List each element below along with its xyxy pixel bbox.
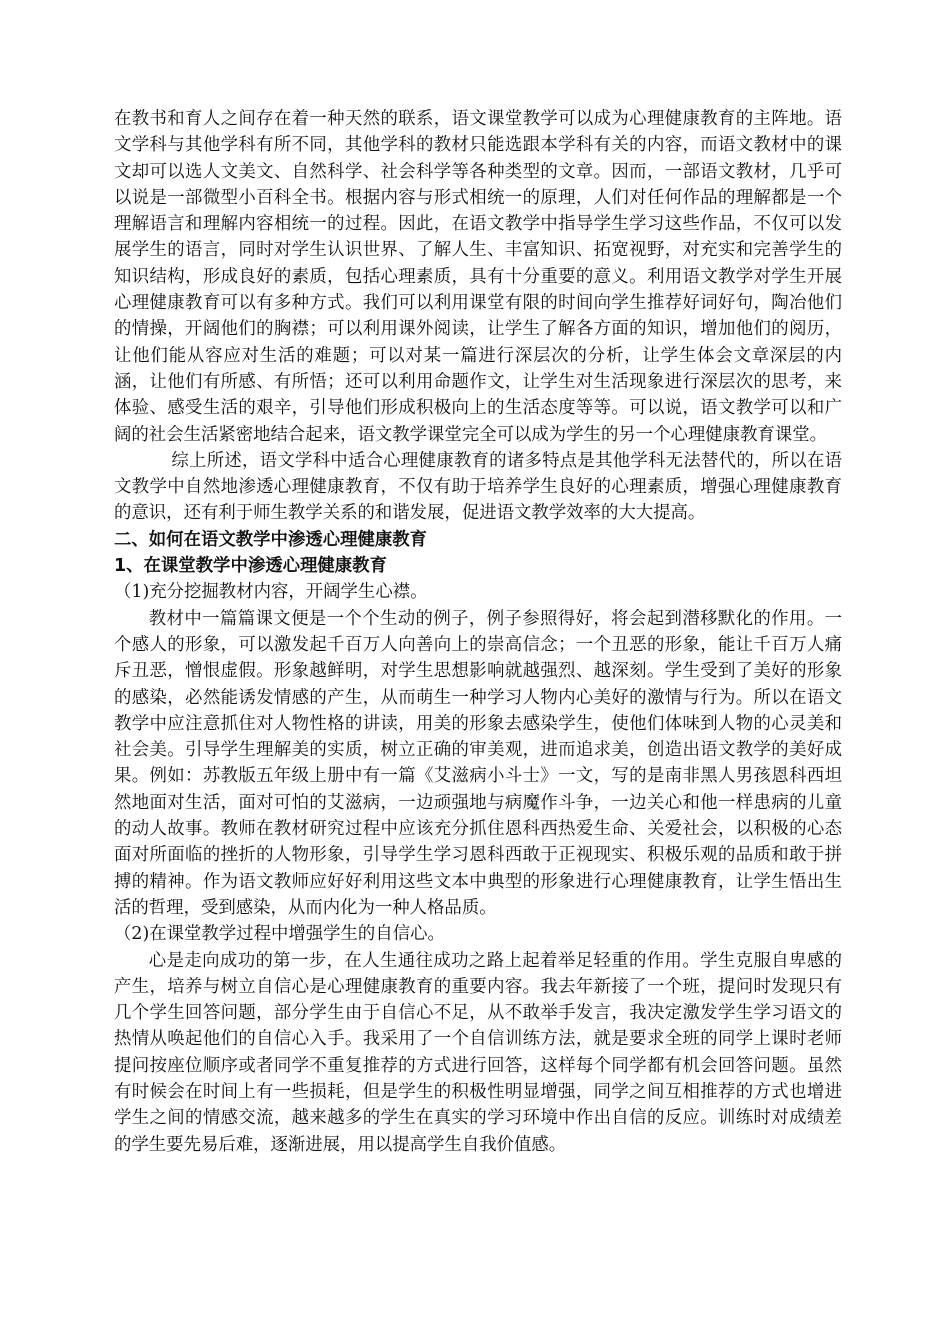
- point-heading-2: （2)在课堂教学过程中增强学生的自信心。: [114, 924, 445, 945]
- section-heading: 二、如何在语文教学中渗透心理健康教育: [114, 529, 428, 550]
- subsection-heading: 1、在课堂教学中渗透心理健康教育: [114, 556, 387, 577]
- point-heading-1: （1)充分挖掘教材内容，开阔学生心襟。: [114, 582, 428, 603]
- body-paragraph: 心是走向成功的第一步，在人生通往成功之路上起着举足轻重的作用。学生克服自卑感的产生，培养与树立自信心是心理健康教育的重要内容。我去年新接了一个班，提问时发现只有几个学生回答问题，部分学生由于自信心不足，从不敢举手发言，我决定激发学生学习语文的热情从唤起他们的自信心入手。我采用了一个自信训练方法，就是要求全班的同学上课时老师提问按座位顺序或者同学不重复推荐的方式进行回答，这样每个同学都有机会回答问题。虽然有时候会在时间上有一些损耗，但是学生的积极性明显增强，同学之间互相推荐的方式也增进学生之间的情感交流，越来越多的学生在真实的学习环境中作出自信的反应。训练时对成绩差的学生要先易后难，逐渐进展，用以提高学生自我价值感。: [114, 950, 842, 1155]
- body-paragraph: 教材中一篇篇课文便是一个个生动的例子，例子参照得好，将会起到潜移默化的作用。一个感人的形象，可以激发起千百万人向善向上的崇高信念；一个丑恶的形象，能让千百万人痛斥丑恶，憎恨虚假。形象越鲜明，对学生思想影响就越强烈、越深刻。学生受到了美好的形象的感染，必然能诱发情感的产生，从而萌生一种学习人物内心美好的激情与行为。所以在语文教学中应注意抓住对人物性格的讲读，用美的形象去感染学生，使他们体味到人物的心灵美和社会美。引导学生理解美的实质，树立正确的审美观，进而追求美，创造出语文教学的美好成果。例如：苏教版五年级上册中有一篇《艾滋病小斗士》一文，写的是南非黑人男孩恩科西坦然地面对生活，面对可怕的艾滋病，一边顽强地与病魔作斗争，一边关心和他一样患病的儿童的动人故事。教师在教材研究过程中应该充分抓住恩科西热爱生命、关爱社会，以积极的心态面对所面临的挫折的人物形象，引导学生学习恩科西敢于正视现实、积极乐观的品质和敢于拼搏的精神。作为语文教师应好好利用这些文本中典型的形象进行心理健康教育，让学生悟出生活的哲理，受到感染，从而内化为一种人格品质。: [114, 608, 842, 918]
- summary-paragraph: 综上所述，语文学科中适合心理健康教育的诸多特点是其他学科无法替代的，所以在语文教学中自然地渗透心理健康教育，不仅有助于培养学生良好的心理素质，增强心理健康教育的意识，还有利于师生教学关系的和谐发展，促进语文教学效率的大大提高。: [114, 450, 842, 524]
- document-body: [114, 106, 842, 1158]
- body-paragraph: 在教书和育人之间存在着一种天然的联系，语文课堂教学可以成为心理健康教育的主阵地。语文学科与其他学科有所不同，其他学科的教材只能选跟本学科有关的内容，而语文教材中的课文却可以选人文美文、自然科学、社会科学等各种类型的文章。因而，一部语文教材，几乎可以说是一部微型小百科全书。根据内容与形式相统一的原理，人们对任何作品的理解都是一个理解语言和理解内容相统一的过程。因此，在语文教学中指导学生学习这些作品，不仅可以发展学生的语言，同时对学生认识世界、了解人生、丰富知识、拓宽视野，对充实和完善学生的知识结构，形成良好的素质，包括心理素质，具有十分重要的意义。利用语文教学对学生开展心理健康教育可以有多种方式。我们可以利用课堂有限的时间向学生推荐好词好句，陶冶他们的情操，开阔他们的胸襟；可以利用课外阅读，让学生了解各方面的知识，增加他们的阅历，让他们能从容应对生活的难题；可以对某一篇进行深层次的分析，让学生体会文章深层的内涵，让他们有所感、有所悟；还可以利用命题作文，让学生对生活现象进行深层次的思考，来体验、感受生活的艰辛，引导他们形成积极向上的生活态度等等。可以说，语文教学可以和广阔的社会生活紧密地结合起来，语文教学课堂完全可以成为学生的另一个心理健康教育课堂。: [114, 109, 842, 445]
